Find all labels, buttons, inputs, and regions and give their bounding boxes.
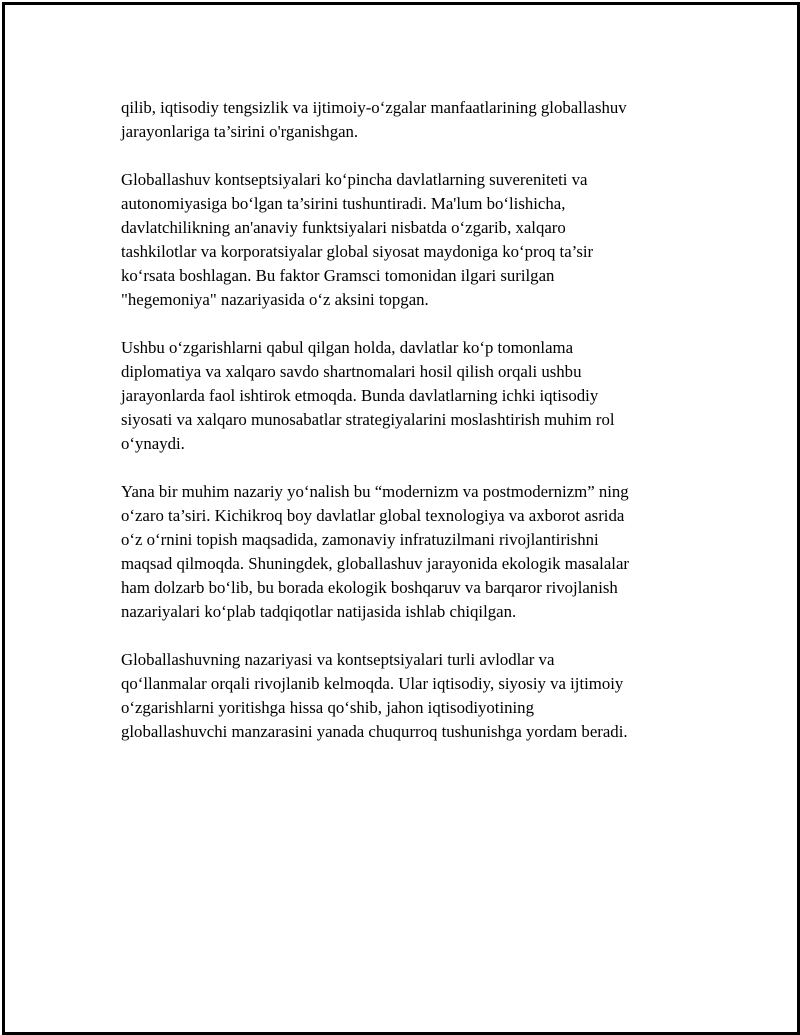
document-body [121, 96, 691, 768]
text-line: Yana bir muhim nazariy yo‘nalish bu “modernizm va postmodernizm” ning [121, 482, 629, 501]
paragraph-1 [121, 96, 691, 144]
text-line: qo‘llanmalar orqali rivojlanib kelmoqda. Ular iqtisodiy, siyosiy va ijtimoiy [121, 674, 624, 693]
text-line: jarayonlariga ta’sirini o'rganishgan. [121, 122, 359, 141]
text-line: o‘zgarishlarni yoritishga hissa qo‘shib, jahon iqtisodiyotining [121, 698, 534, 717]
paragraph-5 [121, 648, 691, 744]
text-line: o‘zaro ta’siri. Kichikroq boy davlatlar global texnologiya va axborot asrida [121, 506, 625, 525]
text-line: globallashuvchi manzarasini yanada chuqurroq tushunishga yordam beradi. [121, 722, 628, 741]
paragraph-3 [121, 336, 691, 456]
text-line: nazariyalari ko‘plab tadqiqotlar natijasida ishlab chiqilgan. [121, 602, 517, 621]
text-line: Ushbu o‘zgarishlarni qabul qilgan holda, davlatlar ko‘p tomonlama [121, 338, 574, 357]
text-line: Globallashuv kontseptsiyalari ko‘pincha davlatlarning suvereniteti va [121, 170, 588, 189]
paragraph-2 [121, 168, 691, 312]
paragraph-4 [121, 480, 691, 624]
text-line: diplomatiya va xalqaro savdo shartnomalari hosil qilish orqali ushbu [121, 362, 582, 381]
document-page [2, 2, 800, 1035]
text-line: siyosati va xalqaro munosabatlar strategiyalarini moslashtirish muhim rol [121, 410, 615, 429]
text-line: qilib, iqtisodiy tengsizlik va ijtimoiy-o‘zgalar manfaatlarining globallashuv [121, 98, 627, 117]
text-line: autonomiyasiga bo‘lgan ta’sirini tushuntiradi. Ma'lum bo‘lishicha, [121, 194, 566, 213]
text-line: Globallashuvning nazariyasi va kontseptsiyalari turli avlodlar va [121, 650, 555, 669]
text-line: ko‘rsata boshlagan. Bu faktor Gramsci tomonidan ilgari surilgan [121, 266, 555, 285]
text-line: "hegemoniya" nazariyasida o‘z aksini topgan. [121, 290, 429, 309]
text-line: jarayonlarda faol ishtirok etmoqda. Bunda davlatlarning ichki iqtisodiy [121, 386, 599, 405]
text-line: o‘ynaydi. [121, 434, 185, 453]
text-line: o‘z o‘rnini topish maqsadida, zamonaviy infratuzilmani rivojlantirishni [121, 530, 599, 549]
text-line: ham dolzarb bo‘lib, bu borada ekologik boshqaruv va barqaror rivojlanish [121, 578, 618, 597]
text-line: maqsad qilmoqda. Shuningdek, globallashuv jarayonida ekologik masalalar [121, 554, 629, 573]
text-line: davlatchilikning an'anaviy funktsiyalari nisbatda o‘zgarib, xalqaro [121, 218, 566, 237]
text-line: tashkilotlar va korporatsiyalar global siyosat maydoniga ko‘proq ta’sir [121, 242, 594, 261]
